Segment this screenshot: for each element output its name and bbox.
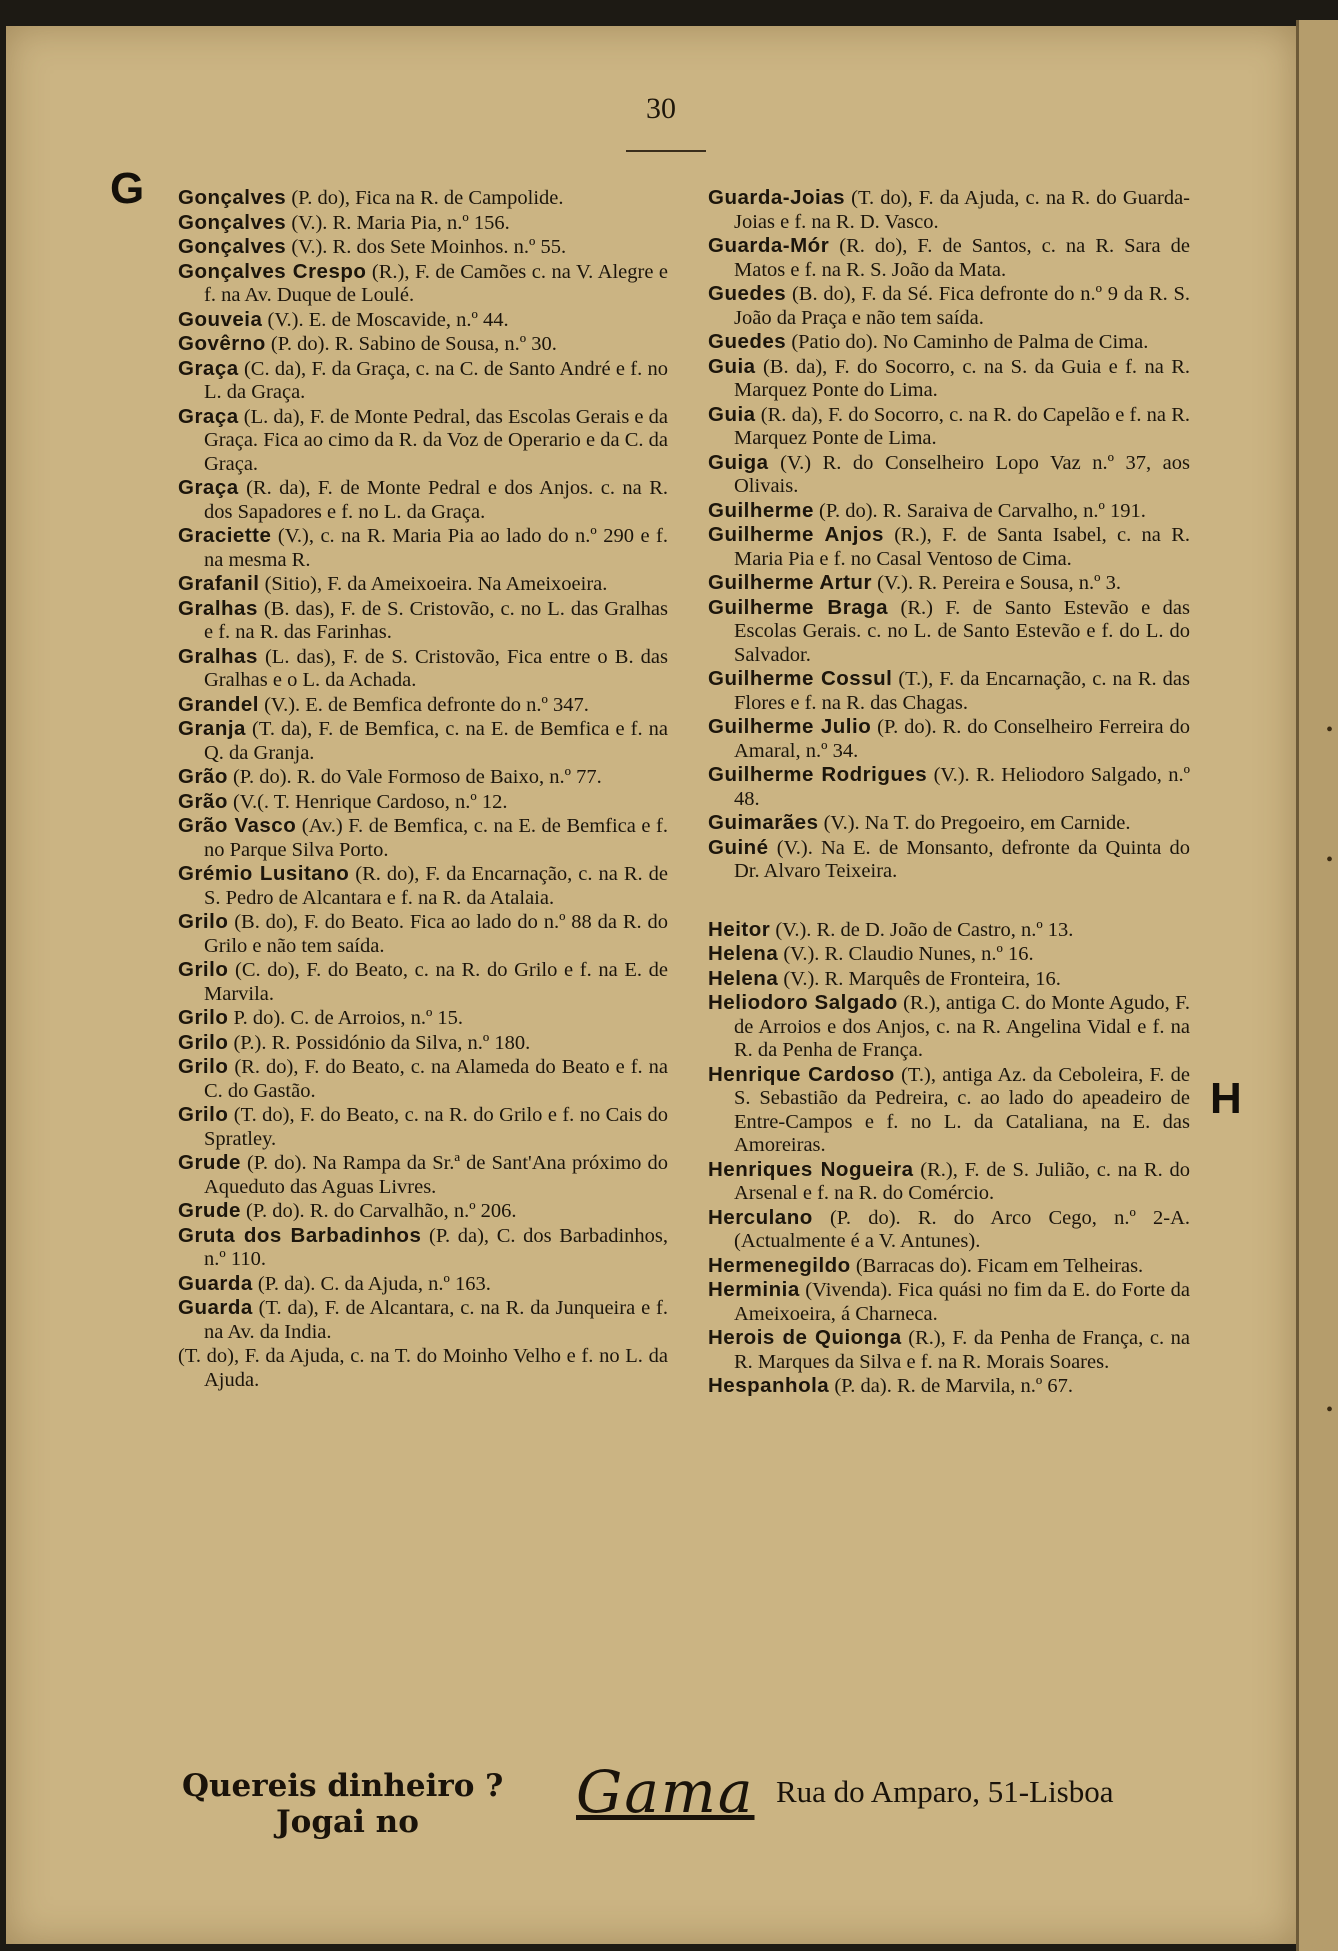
book-page xyxy=(6,26,1296,1944)
directory-entry xyxy=(708,571,1190,596)
entry-description: (V.). R. Claudio Nunes, n.º 16. xyxy=(783,943,1034,965)
entry-description: (V.). R. Heliodoro Salgado, n.º 48. xyxy=(734,764,1191,810)
section-gap xyxy=(708,884,1190,918)
entry-headword: Guia xyxy=(708,402,756,426)
entry-description: (C. da), F. da Graça, c. na C. de Santo André e f. no L. da Graça. xyxy=(204,357,669,403)
directory-entry xyxy=(178,1199,668,1224)
directory-entry xyxy=(708,355,1190,403)
advertisement xyxy=(176,1758,1196,1848)
entry-description: (P.). R. Possidónio da Silva, n.º 180. xyxy=(233,1031,531,1054)
directory-entry xyxy=(708,234,1190,282)
directory-entry xyxy=(178,862,668,910)
entry-headword: Helena xyxy=(708,942,779,965)
directory-entry xyxy=(708,1158,1190,1206)
entry-headword: Gonçalves xyxy=(178,235,287,258)
directory-entry xyxy=(708,942,1190,967)
entry-headword: Gonçalves xyxy=(178,186,287,209)
entry-description: (R.), antiga C. do Monte Agudo, F. de Arroios e dos Anjos, c. na R. Angelina Vidal e f. na R. da Penha de França. xyxy=(734,992,1190,1061)
entry-description: (V.), c. na R. Maria Pia ao lado do n.º 290 e f. na mesma R. xyxy=(204,525,669,571)
entry-description: (Barracas do). Ficam em Telheiras. xyxy=(855,1254,1144,1277)
directory-entry xyxy=(178,1344,668,1392)
entry-headword: Granja xyxy=(178,717,246,740)
margin-mark: • xyxy=(1325,1399,1333,1421)
entry-description: (R. do), F. da Encarnação, c. na R. de S. Pedro de Alcantara e f. na R. da Atalaia. xyxy=(204,863,669,909)
entry-headword: Heliodoro Salgado xyxy=(708,991,898,1014)
directory-entry xyxy=(178,476,668,524)
directory-entry xyxy=(178,235,668,260)
directory-entry xyxy=(178,186,668,211)
directory-entry xyxy=(178,717,668,765)
entry-headword: Graça xyxy=(178,404,239,428)
entry-headword: Grandel xyxy=(178,692,259,716)
entry-description: (B. das), F. de S. Cristovão, c. no L. das Gralhas e f. na R. das Farinhas. xyxy=(204,597,668,643)
ad-line-1: Quereis dinheiro ? xyxy=(182,1768,504,1804)
entry-headword: Hespanhola xyxy=(708,1374,830,1397)
entry-headword: Grilo xyxy=(178,1006,229,1029)
directory-entry xyxy=(178,1272,668,1297)
entry-description: (B. do), F. da Sé. Fica defronte do n.º 9 da R. S. João da Praça e não tem saída. xyxy=(734,283,1190,329)
entry-headword: Gralhas xyxy=(178,596,258,620)
entry-description: (V.). R. Marquês de Fronteira, 16. xyxy=(783,967,1061,990)
entry-headword: Govêrno xyxy=(178,332,266,355)
entry-description: (L. da), F. de Monte Pedral, das Escolas Gerais e da Graça. Fica ao cimo da R. da Voz de Operario e da C. da Graça. xyxy=(204,405,668,475)
entry-headword: Guarda-Mór xyxy=(708,234,830,257)
directory-entry xyxy=(708,282,1190,330)
entry-headword: Heitor xyxy=(708,917,771,941)
entry-description: (R.), F. de Santa Isabel, c. na R. Maria Pia e f. no Casal Ventoso de Cima. xyxy=(734,524,1190,570)
entry-description: (V.). R. Pereira e Sousa, n.º 3. xyxy=(877,572,1122,594)
directory-entry xyxy=(178,1103,668,1151)
entry-headword: Graça xyxy=(178,476,239,499)
entry-description: (T. do), F. do Beato, c. na R. do Grilo e f. no Cais do Spratley. xyxy=(204,1104,668,1150)
directory-entry xyxy=(708,1278,1190,1326)
entry-description: (V.(. T. Henrique Cardoso, n.º 12. xyxy=(232,790,508,813)
entry-description: (R.) F. de Santo Estevão e das Escolas Gerais. c. no L. de Santo Estevão e f. do L. do Salvador. xyxy=(734,596,1190,666)
entry-headword: Guia xyxy=(708,354,756,378)
entry-description: (Av.) F. de Bemfica, c. na E. de Bemfica e f. no Parque Silva Porto. xyxy=(204,815,669,861)
entry-headword: Gouveia xyxy=(178,307,263,331)
entry-headword: Henrique Cardoso xyxy=(708,1062,895,1086)
directory-entry xyxy=(708,596,1190,668)
entry-description: (P. do). R. Sabino de Sousa, n.º 30. xyxy=(270,333,557,355)
page-number: 30 xyxy=(646,92,676,125)
entry-description: (P. do). R. do Conselheiro Ferreira do Amaral, n.º 34. xyxy=(734,716,1191,762)
entry-description: (R. do), F. do Beato, c. na Alameda do Beato e f. na C. do Gastão. xyxy=(204,1056,668,1102)
entry-headword: Grilo xyxy=(178,958,229,981)
directory-entry xyxy=(178,1296,668,1344)
entry-headword: Guedes xyxy=(708,282,787,305)
directory-entry xyxy=(708,330,1190,355)
entry-description: (V.). R. de D. João de Castro, n.º 13. xyxy=(775,918,1074,941)
entry-description: (L. das), F. de S. Cristovão, Fica entre o B. das Gralhas e o L. da Achada. xyxy=(204,645,668,691)
directory-entry xyxy=(708,499,1190,524)
directory-entry xyxy=(708,763,1190,811)
entry-headword: Gruta dos Barbadinhos xyxy=(178,1223,422,1247)
directory-entry xyxy=(708,836,1190,884)
page-number-rule xyxy=(626,150,706,152)
entry-headword: Grémio Lusitano xyxy=(178,862,350,885)
entry-description: (V.). E. de Bemfica defronte do n.º 347. xyxy=(264,693,589,716)
entry-headword: Graciette xyxy=(178,524,272,547)
directory-entry xyxy=(178,645,668,693)
entry-headword: Herculano xyxy=(708,1205,813,1229)
entry-description: (V.). E. de Moscavide, n.º 44. xyxy=(267,308,509,331)
directory-entry xyxy=(708,1063,1190,1158)
entry-description: (Vivenda). Fica quási no fim da E. do Forte da Ameixoeira, á Charneca. xyxy=(734,1279,1190,1325)
directory-entry xyxy=(708,967,1190,992)
entry-description: (P. da), C. dos Barbadinhos, n.º 110. xyxy=(204,1224,669,1270)
entry-headword: Guilherme Rodrigues xyxy=(708,763,928,786)
directory-entry xyxy=(178,405,668,477)
entry-headword: Grafanil xyxy=(178,572,260,595)
ad-line-2: Jogai no xyxy=(276,1804,419,1840)
next-page-edge xyxy=(1296,20,1338,1951)
directory-entry xyxy=(178,1006,668,1031)
entry-description: (T.), antiga Az. da Ceboleira, F. de S. Sebastião da Pedreira, c. ao lado do apeadeiro de Entre-Campos e f. no L. da Cataliana, na E. das Amoreiras. xyxy=(734,1063,1190,1156)
entry-description: (P. do). R. Saraiva de Carvalho, n.º 191. xyxy=(819,499,1146,522)
margin-mark: • xyxy=(1325,719,1333,741)
entry-headword: Herminia xyxy=(708,1278,800,1301)
entry-headword: Grão Vasco xyxy=(178,814,297,837)
directory-entry xyxy=(708,811,1190,836)
entry-description: (P. do). R. do Carvalhão, n.º 206. xyxy=(246,1200,517,1222)
entry-description: (P. da). R. de Marvila, n.º 67. xyxy=(834,1375,1073,1397)
entry-headword: Grude xyxy=(178,1151,241,1174)
directory-entry xyxy=(178,597,668,645)
entry-description: (V.). R. Maria Pia, n.º 156. xyxy=(291,211,510,234)
directory-entry xyxy=(178,910,668,958)
entry-description: (T. da), F. de Alcantara, c. na R. da Junqueira e f. na Av. da India. xyxy=(204,1297,668,1343)
directory-entry xyxy=(178,1031,668,1056)
entry-description: (P. do). Na Rampa da Sr.ª de Sant'Ana próximo do Aqueduto das Aguas Livres. xyxy=(204,1152,668,1198)
directory-entry xyxy=(178,765,668,790)
entry-headword: Helena xyxy=(708,966,779,990)
entry-description: (B. da), F. do Socorro, c. na S. da Guia e f. na R. Marquez Ponte do Lima. xyxy=(734,355,1190,401)
entry-headword: Guilherme xyxy=(708,498,814,522)
margin-mark: • xyxy=(1325,849,1333,871)
entry-description: (R. do), F. de Santos, c. na R. Sara de Matos e f. na R. S. João da Mata. xyxy=(734,235,1190,281)
directory-entry xyxy=(178,790,668,815)
entry-description: (V.). R. dos Sete Moinhos. n.º 55. xyxy=(291,236,567,258)
entry-description: (C. do), F. do Beato, c. na R. do Grilo e f. na E. de Marvila. xyxy=(204,959,668,1005)
entry-headword: Henriques Nogueira xyxy=(708,1157,914,1181)
directory-entry xyxy=(178,211,668,236)
directory-entry xyxy=(708,715,1190,763)
directory-entry xyxy=(178,572,668,597)
entry-headword: Guilherme Julio xyxy=(708,715,872,738)
entry-headword: Guilherme Braga xyxy=(708,595,889,619)
entry-headword: Grilo xyxy=(178,1103,229,1126)
entry-description: (P. do), Fica na R. de Campolide. xyxy=(291,187,564,209)
entry-description: (V.). Na E. de Monsanto, defronte da Quinta do Dr. Alvaro Teixeira. xyxy=(734,836,1191,882)
entry-headword: Guarda xyxy=(178,1296,253,1319)
entry-description: (R.), F. de Camões c. na V. Alegre e f. na Av. Duque de Loulé. xyxy=(204,260,669,306)
entry-headword: Guedes xyxy=(708,330,787,353)
left-column xyxy=(178,186,668,1392)
directory-entry xyxy=(178,1151,668,1199)
directory-entry xyxy=(708,667,1190,715)
entry-headword: Guilherme Anjos xyxy=(708,523,884,546)
entry-description: P. do). C. de Arroios, n.º 15. xyxy=(233,1007,464,1029)
entry-description: (T. da), F. de Bemfica, c. na E. de Bemfica e f. na Q. da Granja. xyxy=(204,718,668,764)
entry-description: (T. do), F. da Ajuda, c. na T. do Moinho Velho e f. no L. da Ajuda. xyxy=(178,1345,668,1391)
directory-entry xyxy=(708,1374,1190,1399)
entry-headword: Guilherme Artur xyxy=(708,571,872,594)
directory-entry xyxy=(708,451,1190,499)
entry-description: (R.), F. de S. Julião, c. na R. do Arsenal e f. na R. do Comércio. xyxy=(734,1158,1190,1204)
directory-entry xyxy=(178,1055,668,1103)
directory-entry xyxy=(708,918,1190,943)
entry-description: (Sitio), F. da Ameixoeira. Na Ameixoeira. xyxy=(264,573,608,595)
entry-headword: Guimarães xyxy=(708,811,819,834)
entry-headword: Grilo xyxy=(178,910,229,933)
entry-headword: Grude xyxy=(178,1199,241,1222)
entry-headword: Gonçalves Crespo xyxy=(178,259,367,283)
directory-entry xyxy=(178,260,668,308)
entry-headword: Grão xyxy=(178,765,228,788)
entry-description: (B. do), F. do Beato. Fica ao lado do n.º 88 da R. do Grilo e não tem saída. xyxy=(204,911,668,957)
directory-entry xyxy=(708,1206,1190,1254)
directory-entry xyxy=(708,523,1190,571)
entry-headword: Guilherme Cossul xyxy=(708,667,893,690)
directory-entry xyxy=(178,814,668,862)
entry-headword: Graça xyxy=(178,356,239,380)
directory-entry xyxy=(708,991,1190,1063)
entry-description: (R.), F. da Penha de França, c. na R. Marques da Silva e f. na R. Morais Soares. xyxy=(734,1327,1191,1373)
entry-headword: Guarda xyxy=(178,1271,253,1295)
entry-description: (Patio do). No Caminho de Palma de Cima. xyxy=(791,331,1149,353)
entry-headword: Hermenegildo xyxy=(708,1253,851,1277)
entry-headword: Gralhas xyxy=(178,644,258,668)
directory-entry xyxy=(178,693,668,718)
entry-description: (T.), F. da Encarnação, c. na R. das Flores e f. na R. das Chagas. xyxy=(734,668,1190,714)
section-letter-g: G xyxy=(110,164,145,213)
entry-headword: Grão xyxy=(178,789,228,813)
entry-headword: Gonçalves xyxy=(178,210,287,234)
directory-entry xyxy=(708,1254,1190,1279)
directory-entry xyxy=(708,186,1190,234)
right-column xyxy=(708,186,1190,1399)
directory-entry xyxy=(178,332,668,357)
entry-description: (V.). Na T. do Pregoeiro, em Carnide. xyxy=(823,812,1131,834)
directory-entry xyxy=(178,308,668,333)
entry-headword: Herois de Quionga xyxy=(708,1326,902,1349)
gama-logo: Gama xyxy=(576,1758,755,1826)
entry-headword: Guiga xyxy=(708,450,769,474)
entry-headword: Guarda-Joias xyxy=(708,186,846,209)
entry-headword: Grilo xyxy=(178,1030,229,1054)
directory-entry xyxy=(178,524,668,572)
directory-entry xyxy=(708,403,1190,451)
directory-entry xyxy=(178,357,668,405)
entry-headword: Guiné xyxy=(708,835,769,859)
directory-entry xyxy=(708,1326,1190,1374)
entry-description: (P. da). C. da Ajuda, n.º 163. xyxy=(257,1272,491,1295)
entry-description: (P. do). R. do Arco Cego, n.º 2-A. (Actualmente é a V. Antunes). xyxy=(734,1206,1190,1252)
entry-description: (P. do). R. do Vale Formoso de Baixo, n.º 77. xyxy=(232,766,602,788)
directory-entry xyxy=(178,958,668,1006)
entry-description: (R. da), F. de Monte Pedral e dos Anjos. c. na R. dos Sapadores e f. no L. da Graça. xyxy=(204,477,668,523)
entry-description: (V.) R. do Conselheiro Lopo Vaz n.º 37, aos Olivais. xyxy=(734,451,1190,497)
entry-headword: Grilo xyxy=(178,1055,229,1078)
section-letter-h: H xyxy=(1210,1074,1242,1123)
entry-description: (T. do), F. da Ajuda, c. na R. do Guarda-Joias e f. na R. D. Vasco. xyxy=(734,187,1190,233)
directory-entry xyxy=(178,1224,668,1272)
entry-description: (R. da), F. do Socorro, c. na R. do Capelão e f. na R. Marquez Ponte de Lima. xyxy=(734,403,1190,449)
ad-address: Rua do Amparo, 51-Lisboa xyxy=(776,1774,1114,1809)
